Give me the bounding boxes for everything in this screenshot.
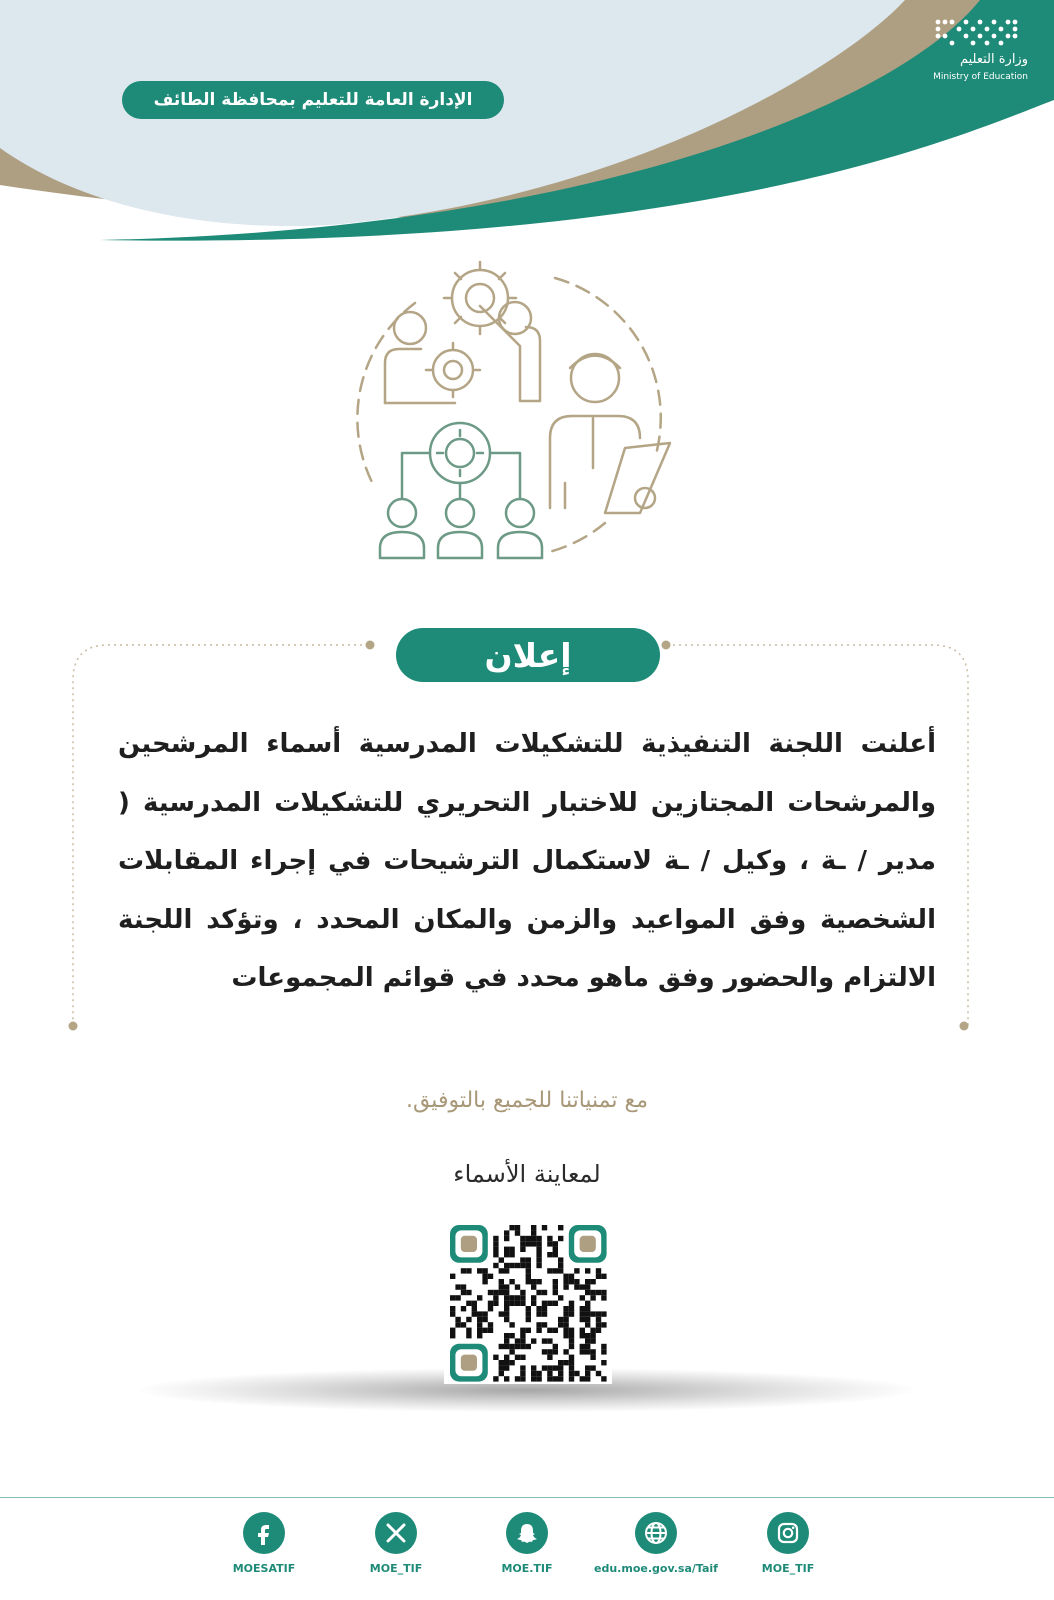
qr-code-icon	[444, 1222, 612, 1384]
social-label: MOE_TIF	[369, 1562, 423, 1575]
instagram-icon	[767, 1512, 809, 1554]
qr-code[interactable]	[444, 1222, 612, 1384]
ministry-dots-icon	[932, 16, 1022, 50]
team-management-illustration-icon	[355, 258, 685, 578]
social-website[interactable]	[586, 1512, 726, 1575]
globe-icon	[635, 1512, 677, 1554]
social-label: edu.moe.gov.sa/Taif	[594, 1562, 718, 1575]
snapchat-icon	[506, 1512, 548, 1554]
ministry-name-en: Ministry of Education	[933, 72, 1028, 82]
qr-caption: لمعاينة الأسماء	[453, 1160, 601, 1188]
social-x[interactable]	[326, 1512, 466, 1575]
footer-divider	[0, 1497, 1054, 1498]
ministry-name-ar: وزارة التعليم	[959, 52, 1028, 67]
announcement-body: أعلنت اللجنة التنفيذية للتشكيلات المدرسية أسماء المرشحين والمرشحات المجتازين للاختبار التحريري للتشكيلات المدرسية ( مدير / ـة ، وكيل / ـة لاستكمال الترشيحات في إجراء المقابلات الشخصية وفق المواعيد والزمن والمكان المحدد ، وتؤكد اللجنة الالتزام والحضور وفق ماهو محدد في قوائم المجموعات	[118, 729, 936, 993]
wishes-text: مع تمنياتنا للجميع بالتوفيق.	[405, 1088, 649, 1113]
x-icon	[375, 1512, 417, 1554]
social-label: MOESATIF	[232, 1562, 296, 1575]
social-instagram[interactable]	[718, 1512, 858, 1575]
social-label: MOE.TIF	[501, 1562, 553, 1575]
announcement-title: إعلان	[396, 628, 660, 682]
social-snapchat[interactable]	[457, 1512, 597, 1575]
social-facebook[interactable]	[194, 1512, 334, 1575]
department-title: الإدارة العامة للتعليم بمحافظة الطائف	[122, 81, 504, 119]
facebook-icon	[243, 1512, 285, 1554]
social-label: MOE_TIF	[761, 1562, 815, 1575]
ministry-logo	[888, 16, 1028, 86]
